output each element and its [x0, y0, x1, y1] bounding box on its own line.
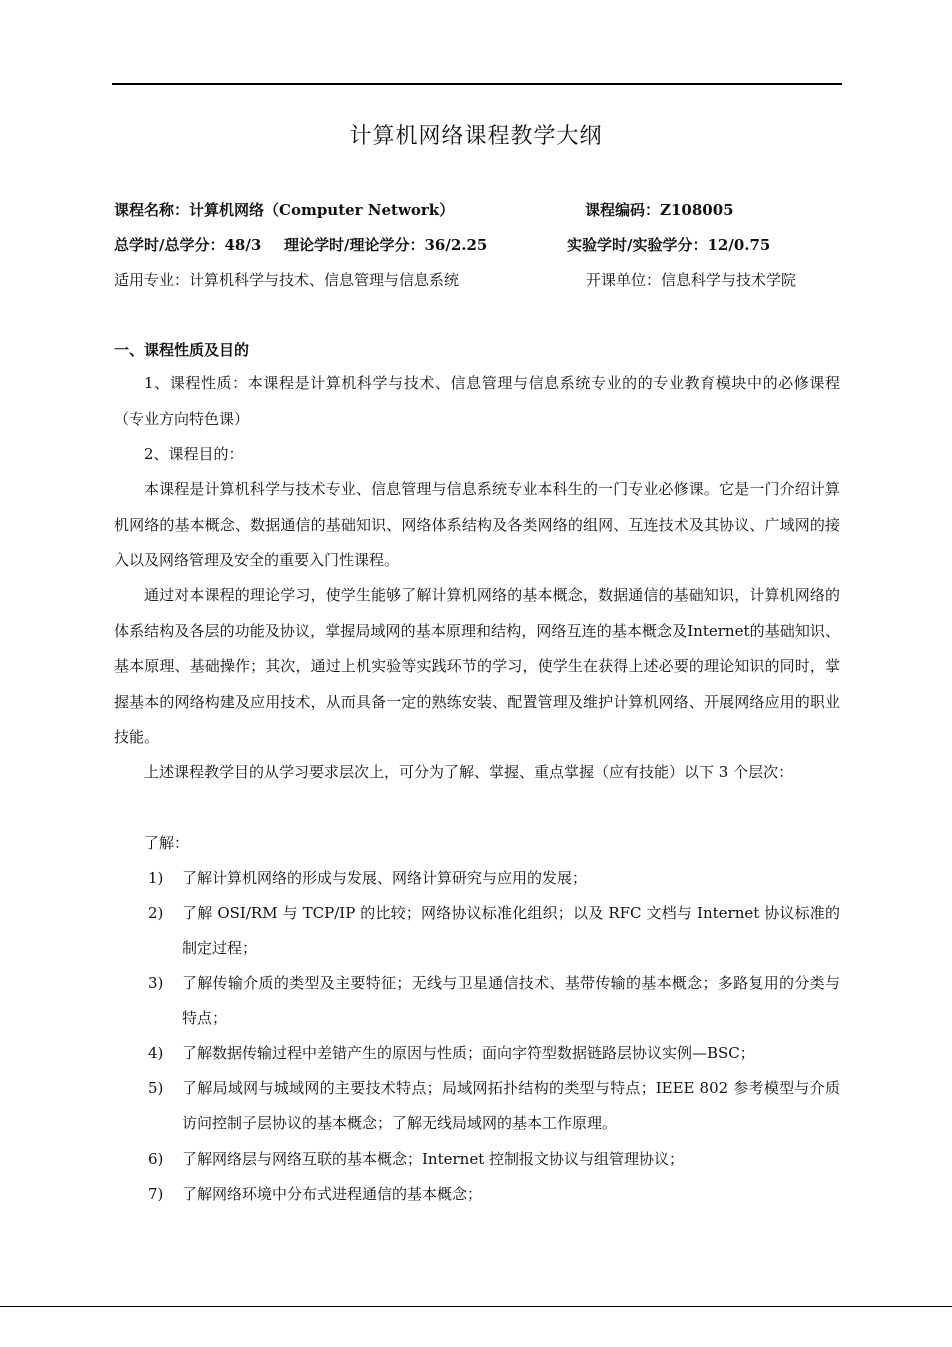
paragraph-learning-outcomes: 通过对本课程的理论学习，使学生能够了解计算机网络的基本概念，数据通信的基础知识，计算机网络的体系结构及各层的功能及协议，掌握局域网的基本原理和结构，网络互连的基本概念及Internet的基础知识、基本原理、基础操作；其次，通过上机实验等实践环节的学习，使学生在获得上述必要的理论知识的同时，掌握基本的网络构建及应用技术，从而具备一定的熟练安装、配置管理及维护计算机网络、开展网络应用的职业技能。 — [114, 586, 840, 746]
list-item-text: 了解局域网与城域网的主要技术特点；局域网拓扑结构的类型与特点；IEEE 802 参考模型与介质访问控制子层协议的基本概念；了解无线局域网的基本工作原理。 — [182, 1079, 840, 1132]
total-hours: 总学时/总学分：48/3 — [114, 236, 262, 254]
list-item — [148, 896, 840, 966]
header-rule — [112, 83, 842, 85]
paragraph-understand-label: 了解： — [144, 834, 190, 852]
list-item-number: 4) — [148, 1044, 164, 1062]
list-item-number: 1) — [148, 869, 164, 887]
list-item-number: 5) — [148, 1079, 164, 1097]
department: 开课单位：信息科学与技术学院 — [586, 271, 797, 289]
lab-hours: 实验学时/实验学分：12/0.75 — [567, 236, 771, 254]
list-item-number: 7) — [148, 1185, 164, 1203]
footer-rule — [0, 1306, 952, 1307]
list-item — [148, 1142, 840, 1177]
list-item-text: 了解 OSI/RM 与 TCP/IP 的比较；网络协议标准化组织；以及 RFC 文档与 Internet 协议标准的制定过程； — [182, 904, 840, 957]
section-heading: 一、课程性质及目的 — [114, 341, 250, 359]
list-item-number: 3) — [148, 974, 164, 992]
list-item-number: 6) — [148, 1150, 164, 1168]
paragraph-levels: 上述课程教学目的从学习要求层次上，可分为了解、掌握、重点掌握（应有技能）以下 3 个层次： — [144, 763, 794, 781]
list-item-number: 2) — [148, 904, 164, 922]
list-item-text: 了解数据传输过程中差错产生的原因与性质；面向字符型数据链路层协议实例—BSC； — [182, 1044, 755, 1062]
theory-hours: 理论学时/理论学分：36/2.25 — [284, 236, 488, 254]
list-item — [148, 1036, 840, 1071]
list-item — [148, 861, 840, 896]
course-code: 课程编码：Z108005 — [585, 201, 734, 219]
paragraph-course-goal-label: 2、课程目的： — [144, 445, 244, 463]
paragraph-course-nature: 1、课程性质：本课程是计算机科学与技术、信息管理与信息系统专业的的专业教育模块中的必修课程（专业方向特色课） — [114, 374, 840, 428]
list-item-text: 了解传输介质的类型及主要特征；无线与卫星通信技术、基带传输的基本概念；多路复用的分类与特点； — [182, 974, 840, 1027]
document-title: 计算机网络课程教学大纲 — [349, 124, 603, 149]
list-item — [148, 1177, 840, 1212]
list-item-text: 了解网络环境中分布式进程通信的基本概念； — [182, 1185, 483, 1203]
list-item — [148, 966, 840, 1036]
course-name: 课程名称：计算机网络（Computer Network） — [114, 201, 455, 219]
list-item-text: 了解网络层与网络互联的基本概念；Internet 控制报文协议与组管理协议； — [182, 1150, 684, 1168]
list-item — [148, 1071, 840, 1141]
paragraph-course-intro: 本课程是计算机科学与技术专业、信息管理与信息系统专业本科生的一门专业必修课。它是一门介绍计算机网络的基本概念、数据通信的基础知识、网络体系结构及各类网络的组网、互连技术及其协议、广域网的接入以及网络管理及安全的重要入门性课程。 — [114, 480, 840, 569]
list-item-text: 了解计算机网络的形成与发展、网络计算研究与应用的发展； — [182, 869, 588, 887]
applicable-majors: 适用专业：计算机科学与技术、信息管理与信息系统 — [114, 271, 460, 289]
